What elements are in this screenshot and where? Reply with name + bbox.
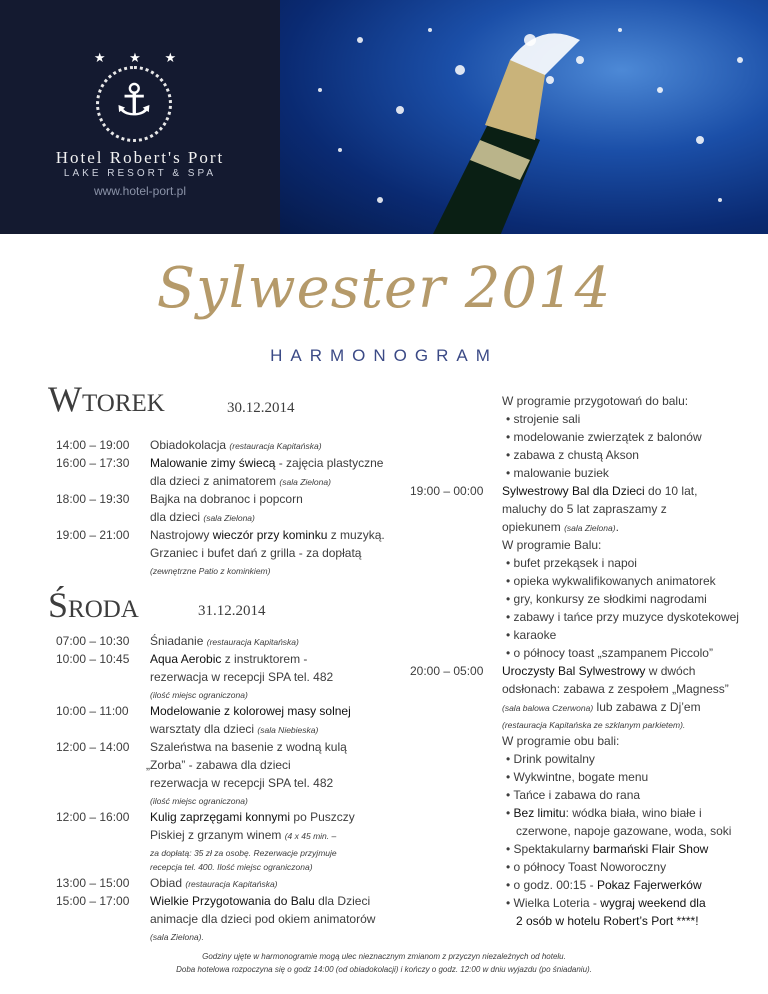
event-text: z muzyką.	[327, 528, 385, 542]
list-item-text: bufet przekąsek i napoi	[513, 556, 637, 570]
event-text-bold: wieczór przy kominku	[212, 528, 328, 542]
event-note: (restauracja Kapitańska)	[185, 879, 278, 889]
list-item: • Bez limitu: wódka biała, wino białe i	[506, 806, 702, 820]
schedule-row	[56, 808, 416, 826]
event-text: rezerwacja w recepcji SPA tel. 482	[150, 776, 334, 790]
time-label: 15:00 – 17:00	[56, 894, 130, 908]
event-text: „Zorba” - zabawa dla dzieci	[146, 758, 291, 772]
event-note: (ilość miejsc ograniczona)	[150, 690, 248, 700]
event-text: rezerwacja w recepcji SPA tel. 482	[150, 670, 334, 684]
event-note: (restauracja Kapitańska)	[206, 637, 299, 647]
schedule-row	[56, 844, 416, 858]
schedule-row	[56, 632, 416, 650]
event-note: (restauracja Kapitańska)	[229, 441, 322, 451]
event-text: dla dzieci	[150, 510, 201, 524]
list-item: • o godz. 00:15 - Pokaz Fajerwerków	[506, 878, 702, 892]
event-note: (sala Zielona)	[279, 477, 331, 487]
event-note: (sala Zielona)	[203, 513, 255, 523]
list-item-text: strojenie sali	[513, 412, 581, 426]
footer-notes	[0, 950, 768, 976]
list-item: • Wielka Loteria - wygraj weekend dla	[506, 896, 706, 910]
time-label: 16:00 – 17:30	[56, 456, 130, 470]
list-item-text: Wielka Loteria -	[513, 896, 601, 910]
list-item-text: zabawa z chustą Akson	[513, 448, 639, 462]
event-note: (ilość miejsc ograniczona)	[150, 796, 248, 806]
event-note: (sala Zielona)	[564, 523, 616, 533]
event-text: animacje dla dzieci pod okiem animatorów	[150, 912, 376, 926]
list-item: • zabawy i tańce przy muzyce dyskotekowej	[506, 610, 739, 624]
stars-icon: ★ ★ ★	[93, 50, 187, 65]
list-item: • karaoke	[506, 628, 557, 642]
schedule-row	[56, 774, 416, 792]
time-label: 12:00 – 16:00	[56, 810, 130, 824]
list-item: • gry, konkursy ze słodkimi nagrodami	[506, 592, 707, 606]
list-item-text: o północy toast „szampanem Piccolo”	[513, 646, 713, 660]
list-item-text-bold: barmański Flair Show	[592, 842, 709, 856]
list-item-text: czerwone, napoje gazowane, woda, soki	[516, 824, 732, 838]
day-heading-wednesday: Środa	[48, 585, 139, 625]
list-item: • zabawa z chustą Akson	[506, 448, 639, 462]
event-text: do 10 lat,	[644, 484, 698, 498]
event-text: Nastrojowy	[150, 528, 213, 542]
program-heading: W programie Balu:	[502, 538, 602, 552]
schedule-row	[56, 472, 416, 490]
event-text: opiekunem	[502, 520, 561, 534]
date-wednesday: 31.12.2014	[198, 603, 266, 619]
event-text-bold: Uroczysty Bal Sylwestrowy	[502, 664, 646, 678]
schedule-row	[56, 892, 416, 910]
event-text: dla Dzieci	[314, 894, 371, 908]
list-item: • Tańce i zabawa do rana	[506, 788, 641, 802]
event-note: (4 x 45 min. –	[284, 831, 337, 841]
list-item: • opieka wykwalifikowanych animatorek	[506, 574, 716, 588]
list-item-text: Drink powitalny	[513, 752, 595, 766]
event-note: (sala balowa Czerwona)	[502, 703, 594, 713]
event-text: Szaleństwa na basenie z wodną kulą	[150, 740, 347, 754]
header-banner	[0, 0, 768, 234]
hotel-website-link[interactable]: www.hotel-port.pl	[93, 184, 187, 198]
ball-program	[410, 392, 760, 930]
event-text: w dwóch	[645, 664, 696, 678]
schedule-row	[56, 686, 416, 702]
time-label: 10:00 – 10:45	[56, 652, 130, 666]
event-text-bold: Wielkie Przygotowania do Balu	[150, 894, 315, 908]
event-text: Obiadokolacja	[150, 438, 227, 452]
list-item-text: modelowanie zwierzątek z balonów	[513, 430, 702, 444]
schedule-row	[56, 702, 416, 720]
champagne-splash-image	[280, 0, 768, 234]
list-item: • Wykwintne, bogate menu	[506, 770, 649, 784]
list-item-text-bold: 2 osób w hotelu Robert’s Port ****!	[516, 914, 699, 928]
footer-line: Doba hotelowa rozpoczyna się o godz 14:00 (od obiadokolacji) i kończy o godz. 12:00 w dniu wyjazdu (po śniadaniu).	[176, 965, 592, 974]
program-heading: W programie obu bali:	[502, 734, 620, 748]
schedule-row	[56, 544, 416, 562]
event-note: (restauracja Kapitańska ze szklanym parkietem).	[502, 720, 686, 730]
time-label: 19:00 – 21:00	[56, 528, 130, 542]
event-text: Śniadanie	[150, 634, 204, 648]
list-item-text: Spektakularny	[513, 842, 593, 856]
event-text: warsztaty dla dzieci	[150, 722, 255, 736]
list-item-text-bold: Pokaz Fajerwerków	[596, 878, 702, 892]
day-heading-tuesday: Wtorek	[48, 379, 165, 419]
event-text: dla dzieci z animatorem	[150, 474, 277, 488]
anchor-icon: ⚓	[114, 75, 154, 126]
footer-line: Godziny ujęte w harmonogramie mogą ulec nieznacznym zmianom z przyczyn niezależnych od hotelu.	[202, 952, 566, 961]
event-text: opiekunem (sala Zielona).	[502, 520, 619, 534]
event-text-bold: Kulig zaprzęgami konnymi	[150, 810, 291, 824]
list-item-text-bold: Bez limitu	[513, 806, 566, 820]
event-note: za dopłatą: 35 zł za osobę. Rezerwacje przyjmuje	[150, 848, 337, 858]
time-label: 19:00 – 00:00	[410, 484, 484, 498]
event-text	[410, 698, 760, 716]
list-item-text: zabawy i tańce przy muzyce dyskotekowej	[513, 610, 739, 624]
list-item-text: : wódka biała, wino białe i	[565, 806, 702, 820]
list-item-text: malowanie buziek	[513, 466, 609, 480]
wednesday-schedule	[56, 632, 416, 944]
event-text: Piskiej z grzanym winem	[150, 828, 282, 842]
list-item: • strojenie sali	[506, 412, 581, 426]
page-title: Sylwester 2014	[156, 256, 612, 321]
hotel-subtitle: LAKE RESORT & SPA	[63, 168, 217, 179]
page-subtitle: HARMONOGRAM	[270, 346, 498, 365]
event-text-bold: Sylwestrowy Bal dla Dzieci	[502, 484, 645, 498]
event-text: z instruktorem -	[221, 652, 308, 666]
event-text: Malowanie zimy świecą	[150, 456, 276, 470]
champagne-photo	[280, 0, 768, 234]
event-text: maluchy do 5 lat zapraszamy z	[502, 502, 667, 516]
time-label: 07:00 – 10:30	[56, 634, 130, 648]
list-item-text: Tańce i zabawa do rana	[513, 788, 641, 802]
event-note: recepcja tel. 400. Ilość miejsc ograniczona)	[150, 862, 313, 872]
schedule-row	[410, 662, 760, 680]
schedule-row	[56, 756, 416, 774]
event-text: lub zabawa z Dj’em	[593, 700, 701, 714]
schedule-row	[56, 490, 416, 508]
hotel-name: Hotel Robert's Port	[55, 148, 225, 167]
schedule-row	[56, 454, 416, 472]
event-text: Bajka na dobranoc i popcorn	[150, 492, 303, 506]
event-text: odsłonach: zabawa z zespołem „Magness”	[502, 682, 729, 696]
event-text: - zajęcia plastyczne	[275, 456, 384, 470]
list-item-text: gry, konkursy ze słodkimi nagrodami	[513, 592, 707, 606]
list-item: • modelowanie zwierzątek z balonów	[506, 430, 702, 444]
list-item-text: opieka wykwalifikowanych animatorek	[513, 574, 716, 588]
list-item-text-bold: wygraj weekend dla	[600, 896, 706, 910]
event-note: (zewnętrzne Patio z kominkiem)	[150, 566, 271, 576]
list-item-text: o północy Toast Noworoczny	[513, 860, 667, 874]
schedule-row	[56, 738, 416, 756]
schedule-row	[56, 526, 416, 544]
schedule-row	[56, 910, 416, 928]
list-item-text: karaoke	[513, 628, 557, 642]
list-item-text: o godz. 00:15 -	[513, 878, 597, 892]
event-text: po Puszczy	[290, 810, 355, 824]
schedule-row	[56, 508, 416, 526]
list-item-text: Wykwintne, bogate menu	[513, 770, 649, 784]
list-item: • o północy Toast Noworoczny	[506, 860, 667, 874]
schedule-row	[56, 858, 416, 874]
schedule-row	[56, 874, 416, 892]
schedule-row	[56, 720, 416, 738]
date-tuesday: 30.12.2014	[227, 400, 295, 416]
time-label: 10:00 – 11:00	[56, 704, 129, 718]
event-note: (sala Niebieska)	[257, 725, 319, 735]
list-item: • Spektakularny barmański Flair Show	[506, 842, 709, 856]
event-note: (sala Zielona).	[150, 932, 204, 942]
schedule-row	[56, 668, 416, 686]
list-item: • Drink powitalny	[506, 752, 595, 766]
event-text: Grzaniec i bufet dań z grilla - za dopłatą	[150, 546, 362, 560]
schedule-row	[56, 928, 416, 944]
list-item: • o północy toast „szampanem Piccolo”	[506, 646, 713, 660]
hotel-logo-panel	[0, 0, 280, 234]
tuesday-schedule	[56, 436, 416, 578]
event-text-bold: Aqua Aerobic	[150, 652, 222, 666]
schedule-row	[56, 436, 416, 454]
time-label: 13:00 – 15:00	[56, 876, 130, 890]
list-item: • malowanie buziek	[506, 466, 609, 480]
schedule-row	[410, 482, 760, 500]
list-item: • bufet przekąsek i napoi	[506, 556, 637, 570]
schedule-row	[56, 650, 416, 668]
prep-intro: W programie przygotowań do balu:	[502, 394, 689, 408]
event-text-bold: Modelowanie z kolorowej masy solnej	[150, 704, 351, 718]
time-label: 18:00 – 19:30	[56, 492, 130, 506]
schedule-row	[56, 826, 416, 844]
time-label: 20:00 – 05:00	[410, 664, 484, 678]
time-label: 14:00 – 19:00	[56, 438, 130, 452]
schedule-row	[56, 792, 416, 808]
schedule-row	[56, 562, 416, 578]
time-label: 12:00 – 14:00	[56, 740, 130, 754]
event-text: Obiad	[150, 876, 183, 890]
